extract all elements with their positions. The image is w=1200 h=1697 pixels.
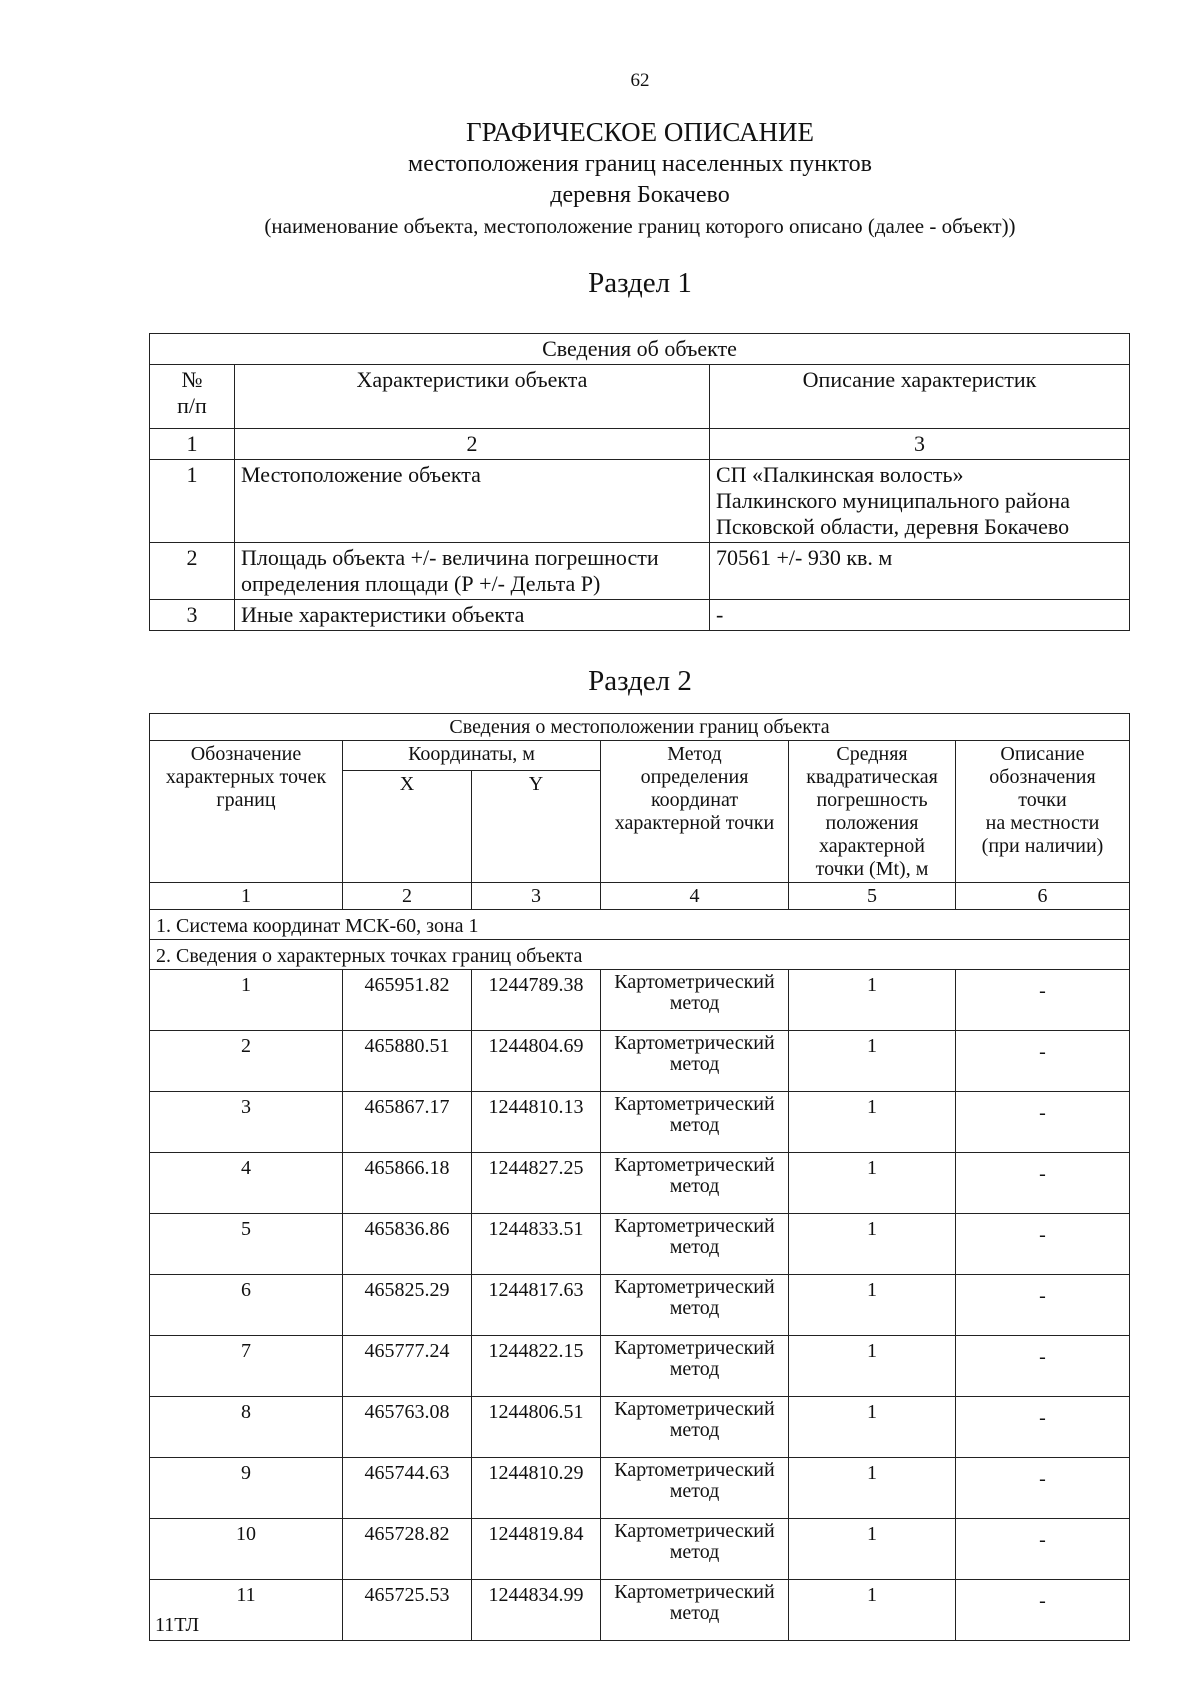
point-x: 465951.82: [343, 970, 472, 1031]
header-line: характерных точек: [165, 766, 327, 788]
point-desc: -: [956, 1214, 1130, 1275]
point-y: 1244817.63: [472, 1275, 601, 1336]
point-mt: 1: [789, 1275, 956, 1336]
header-line: Средняя: [836, 743, 908, 765]
point-mt: 1: [789, 1153, 956, 1214]
page-number: 62: [630, 70, 650, 91]
point-desc: -: [956, 1458, 1130, 1519]
point-y: 1244804.69: [472, 1031, 601, 1092]
index-cell: 1: [150, 429, 235, 460]
index-row: [150, 429, 1130, 460]
header-line: Метод: [667, 743, 722, 765]
point-method-line: метод: [669, 1297, 720, 1319]
point-method-line: Картометрический: [614, 1459, 775, 1481]
table-row: [150, 1458, 1130, 1519]
footer-code: 11ТЛ: [155, 1614, 200, 1636]
point-method-line: Картометрический: [614, 1032, 775, 1054]
table-row: [150, 460, 1130, 543]
point-y: 1244833.51: [472, 1214, 601, 1275]
points-caption: 2. Сведения о характерных точках границ объекта: [150, 940, 1130, 970]
table-row: [150, 1153, 1130, 1214]
header-line: квадратическая: [806, 766, 938, 788]
point-id: 4: [150, 1153, 343, 1214]
point-x: 465763.08: [343, 1397, 472, 1458]
header-num: [150, 365, 235, 429]
object-info-table: [149, 333, 1130, 631]
point-method-line: Картометрический: [614, 1093, 775, 1115]
points-body: [150, 970, 1130, 1641]
index-cell: 4: [601, 883, 789, 910]
point-method-line: Картометрический: [614, 1276, 775, 1298]
point-mt: 1: [789, 970, 956, 1031]
point-method-line: Картометрический: [614, 1337, 775, 1359]
point-id: 6: [150, 1275, 343, 1336]
point-x: 465777.24: [343, 1336, 472, 1397]
point-id: 7: [150, 1336, 343, 1397]
point-y: 1244806.51: [472, 1397, 601, 1458]
point-desc: -: [956, 1397, 1130, 1458]
header-line: погрешность: [816, 789, 928, 811]
point-method-line: Картометрический: [614, 1215, 775, 1237]
point-desc: -: [956, 1275, 1130, 1336]
point-desc: -: [956, 1092, 1130, 1153]
point-x: 465836.86: [343, 1214, 472, 1275]
index-cell: 5: [789, 883, 956, 910]
point-method-line: Картометрический: [614, 1520, 775, 1542]
point-mt: 1: [789, 1092, 956, 1153]
point-id: 8: [150, 1397, 343, 1458]
row-value: 70561 +/- 930 кв. м: [710, 543, 1130, 600]
row-value-line: Палкинского муниципального района: [716, 488, 1070, 513]
point-method: [601, 970, 789, 1031]
points-caption-row: [150, 940, 1130, 970]
point-desc: -: [956, 1519, 1130, 1580]
index-cell: 3: [472, 883, 601, 910]
header-line: обозначения: [989, 766, 1096, 788]
point-x: 465825.29: [343, 1275, 472, 1336]
table-row: [150, 1336, 1130, 1397]
point-id: 1: [150, 970, 343, 1031]
table-row: [150, 1031, 1130, 1092]
point-desc: -: [956, 1580, 1130, 1641]
point-method-line: метод: [669, 1419, 720, 1441]
row-num: 2: [150, 543, 235, 600]
row-name: Иные характеристики объекта: [235, 600, 710, 631]
header-line: Обозначение: [190, 743, 302, 765]
point-mt: 1: [789, 1580, 956, 1641]
point-method-line: метод: [669, 1541, 720, 1563]
header-error: [789, 741, 956, 883]
header-line: положения: [825, 812, 919, 834]
document-title: ГРАФИЧЕСКОЕ ОПИСАНИЕ: [465, 117, 815, 147]
point-method: [601, 1092, 789, 1153]
point-method-line: Картометрический: [614, 971, 775, 993]
point-mt: 1: [789, 1519, 956, 1580]
title-block: [0, 116, 1200, 241]
point-method-line: метод: [669, 1480, 720, 1502]
row-value: [710, 460, 1130, 543]
point-method-line: метод: [669, 1114, 720, 1136]
index-cell: 1: [150, 883, 343, 910]
table-row: [150, 1214, 1130, 1275]
section2-title: Раздел 2: [588, 665, 692, 697]
point-y: 1244810.29: [472, 1458, 601, 1519]
point-method: [601, 1336, 789, 1397]
point-method: [601, 1031, 789, 1092]
table-caption: Сведения об объекте: [150, 334, 1130, 365]
point-method-line: метод: [669, 992, 720, 1014]
header-x: X: [343, 771, 472, 883]
header-line: точки (Mt), м: [815, 858, 929, 880]
table-caption-row: [150, 334, 1130, 365]
section1-title: Раздел 1: [588, 267, 692, 299]
point-y: 1244810.13: [472, 1092, 601, 1153]
point-id: 3: [150, 1092, 343, 1153]
header-num-line1: №: [181, 367, 203, 392]
point-desc: -: [956, 1153, 1130, 1214]
header-method: [601, 741, 789, 883]
row-num: 1: [150, 460, 235, 543]
point-x: 465867.17: [343, 1092, 472, 1153]
point-method-line: метод: [669, 1602, 720, 1624]
table-row: [150, 970, 1130, 1031]
object-name: деревня Бокачево: [550, 182, 730, 208]
table-row: [150, 1092, 1130, 1153]
table-row: [150, 1275, 1130, 1336]
point-method: [601, 1458, 789, 1519]
header-line: координат: [650, 789, 739, 811]
point-mt: 1: [789, 1031, 956, 1092]
point-method-line: метод: [669, 1236, 720, 1258]
row-value-line: СП «Палкинская волость»: [716, 462, 964, 487]
row-num: 3: [150, 600, 235, 631]
point-mt: 1: [789, 1214, 956, 1275]
header-line: характерной точки: [614, 812, 775, 834]
header-description: [956, 741, 1130, 883]
point-method-line: метод: [669, 1175, 720, 1197]
point-y: 1244819.84: [472, 1519, 601, 1580]
coord-system-row: [150, 910, 1130, 940]
point-method-line: метод: [669, 1358, 720, 1380]
point-method: [601, 1214, 789, 1275]
document-subtitle: местоположения границ населенных пунктов: [408, 151, 872, 177]
point-method-line: Картометрический: [614, 1154, 775, 1176]
point-y: 1244834.99: [472, 1580, 601, 1641]
table-row: [150, 1580, 1130, 1641]
header-description: Описание характеристик: [710, 365, 1130, 429]
index-row: [150, 883, 1130, 910]
point-x: 465880.51: [343, 1031, 472, 1092]
row-value-line: Псковской области, деревня Бокачево: [716, 514, 1070, 539]
header-line: границ: [216, 789, 276, 811]
header-line: на местности: [985, 812, 1100, 834]
point-id: 10: [150, 1519, 343, 1580]
row-name: [235, 543, 710, 600]
header-characteristics: Характеристики объекта: [235, 365, 710, 429]
table-row: [150, 543, 1130, 600]
point-x: 465725.53: [343, 1580, 472, 1641]
header-y: Y: [472, 771, 601, 883]
point-id: 11: [150, 1580, 343, 1641]
index-cell: 3: [710, 429, 1130, 460]
point-method: [601, 1275, 789, 1336]
boundary-points-table: [149, 713, 1130, 1641]
point-desc: -: [956, 970, 1130, 1031]
row-name-line: Площадь объекта +/- величина погрешности: [241, 545, 659, 570]
index-cell: 2: [343, 883, 472, 910]
point-mt: 1: [789, 1397, 956, 1458]
coord-system: 1. Система координат МСК-60, зона 1: [150, 910, 1130, 940]
table-row: [150, 1397, 1130, 1458]
table-row: [150, 600, 1130, 631]
point-mt: 1: [789, 1336, 956, 1397]
header-line: Описание: [1000, 743, 1085, 765]
header-line: определения: [640, 766, 749, 788]
row-name-line: определения площади (Р +/- Дельта Р): [241, 571, 601, 596]
header-line: (при наличии): [981, 835, 1104, 857]
point-y: 1244789.38: [472, 970, 601, 1031]
point-y: 1244827.25: [472, 1153, 601, 1214]
table-row: [150, 1519, 1130, 1580]
table-caption-row: [150, 714, 1130, 741]
index-cell: 6: [956, 883, 1130, 910]
point-x: 465728.82: [343, 1519, 472, 1580]
header-num-line2: п/п: [177, 393, 207, 418]
point-method-line: метод: [669, 1053, 720, 1075]
point-method: [601, 1580, 789, 1641]
point-mt: 1: [789, 1458, 956, 1519]
table-caption: Сведения о местоположении границ объекта: [150, 714, 1130, 741]
point-method-line: Картометрический: [614, 1398, 775, 1420]
header-line: точки: [1018, 789, 1067, 811]
point-method: [601, 1153, 789, 1214]
point-method: [601, 1519, 789, 1580]
table-header-row: [150, 741, 1130, 771]
header-line: характерной: [819, 835, 925, 857]
object-note: (наименование объекта, местоположение границ которого описано (далее - объект)): [264, 214, 1016, 238]
point-method: [601, 1397, 789, 1458]
point-x: 465744.63: [343, 1458, 472, 1519]
row-value: -: [710, 600, 1130, 631]
point-method-line: Картометрический: [614, 1581, 775, 1603]
point-id: 9: [150, 1458, 343, 1519]
index-cell: 2: [235, 429, 710, 460]
point-x: 465866.18: [343, 1153, 472, 1214]
header-point-designation: [150, 741, 343, 883]
point-desc: -: [956, 1031, 1130, 1092]
point-id: 2: [150, 1031, 343, 1092]
table-header-row: [150, 365, 1130, 429]
row-name: Местоположение объекта: [235, 460, 710, 543]
point-y: 1244822.15: [472, 1336, 601, 1397]
point-desc: -: [956, 1336, 1130, 1397]
point-id: 5: [150, 1214, 343, 1275]
header-coordinates: Координаты, м: [343, 741, 601, 771]
